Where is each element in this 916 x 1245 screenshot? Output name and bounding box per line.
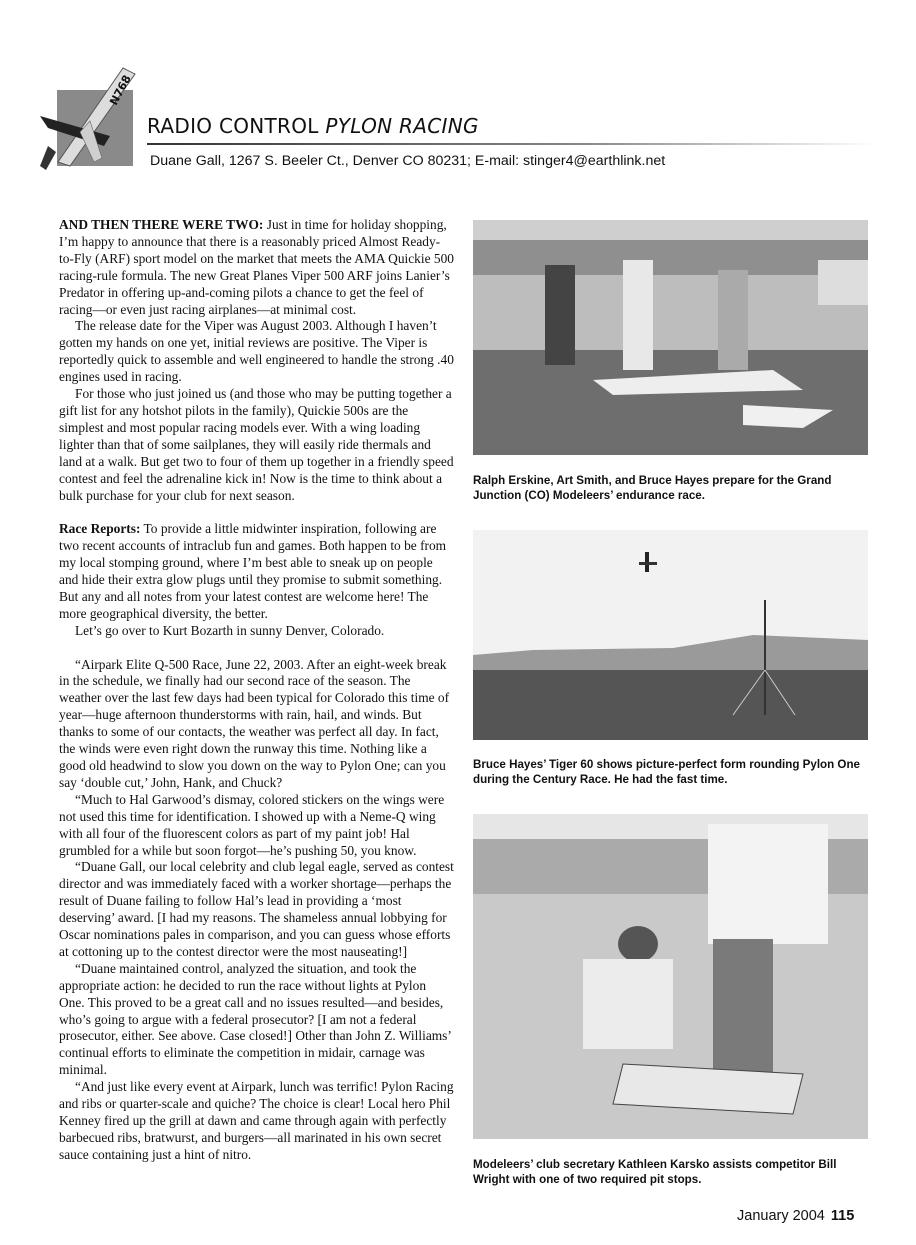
photo-caption: Modeleers’ club secretary Kathleen Karsko assists competitor Bill Wright with one of two required pit stops. <box>473 1158 837 1186</box>
photo-caption: Bruce Hayes’ Tiger 60 shows picture-perfect form rounding Pylon One during the Century Race. He had the fast time. <box>473 758 860 786</box>
paragraph-text: Just in time for holiday shopping, I’m happy to announce that there is a reasonably priced Almost Ready-to-Fly (ARF) sport model on the market that meets the AMA Quickie 500 racing-rule formula. The new Great Planes Viper 500 ARF joins Lanier’s Predator in offering up-and-coming pilots a chance to get the feel of racing—or even just racing airplanes—at minimal cost. <box>59 217 454 317</box>
section-lead: Race Reports: <box>59 521 141 537</box>
paragraph: “Airpark Elite Q-500 Race, June 22, 2003. After an eight-week break in the schedule, we finally had our second race of the season. The weather over the last few days had been typical for Colorado this time of year—huge afternoon thunderstorms with rain, hail, and winds. But thanks to some of our contacts, the weather was perfect all day. In fact, the winds were even right down the runway this time. Nothing like a good old headwind to slow you down on the way to Pylon One; can you say ‘double cut,’ John, Hank, and Chuck? <box>59 656 450 790</box>
paragraph <box>59 217 454 318</box>
photo-pilots-with-planes <box>473 220 868 455</box>
photo-caption: Ralph Erskine, Art Smith, and Bruce Hayes prepare for the Grand Junction (CO) Modeleers’ endurance race. <box>473 474 832 502</box>
page-footer <box>737 1208 854 1224</box>
paragraph: The release date for the Viper was August 2003. Although I haven’t gotten my hands on one yet, initial reviews are positive. The Viper is reportedly quick to assemble and well engineered to handle the strong .40 engines used in racing. <box>59 318 454 385</box>
paragraph: “Duane maintained control, analyzed the situation, and took the appropriate action: he decided to run the race without lights at Pylon One. This proved to be a great call and no issues resulted—and besides, who’s going to argue with a federal prosecutor? [I am not a federal prosecutor, either. See above. Case closed!] Other than John Z. Williams’ continual efforts to eliminate the competition in midair, carnage was minimal. <box>59 960 451 1078</box>
section-lead: AND THEN THERE WERE TWO: <box>59 217 264 232</box>
paragraph: “And just like every event at Airpark, lunch was terrific! Pylon Racing and ribs or quarter-scale and quiche? The choice is clear! Local hero Phil Kenney fired up the grill at dawn and came through again with perfectly barbecued ribs, bratwurst, and burgers—all marinated in his own secret sauce containing just a hint of nitro. <box>59 1079 454 1162</box>
column-title <box>147 114 479 138</box>
page-number: 115 <box>830 1208 855 1224</box>
photo-plane-rounding-pylon <box>473 530 868 740</box>
paragraph-text: To provide a little midwinter inspiration, following are two recent accounts of intraclub fun and games. Both happen to be from my local stomping ground, where I’m best able to sneak up on people and hide their extra glow plugs until they promise to submit something. But any and all notes from your latest contest are welcome here! The more geographical diversity, the better. <box>59 521 447 621</box>
airplane-logo <box>40 66 136 176</box>
paragraph: For those who just joined us (and those who may be putting together a gift list for any hotshot pilots in the family), Quickie 500s are the simplest and most popular racing models ever. With a wing loading lighter than that of some sailplanes, they will easily ride thermals and land at a walk. But get two to four of them up together in a friendly speed contest and feel the adrenaline kick in! Now is the time to think about a bulk purchase for your club for next season. <box>59 386 454 503</box>
article-body <box>59 217 454 1164</box>
author-byline: Duane Gall, 1267 S. Beeler Ct., Denver CO 80231; E-mail: stinger4@earthlink.net <box>150 153 666 169</box>
paragraph: Let’s go over to Kurt Bozarth in sunny Denver, Colorado. <box>75 622 385 638</box>
issue-date: January 2004 <box>737 1208 825 1224</box>
title-italic: PYLON RACING <box>325 114 479 138</box>
paragraph: “Duane Gall, our local celebrity and club legal eagle, served as contest director and was immediately faced with a worker shortage—perhaps the result of Duane failing to follow Hal’s lead in providing a ‘most deserving’ award. [I had my reasons. The shameless annual lobbying for Oscar nominations pales in comparison, and you can guess whose efforts at cottoning up to the contest director were the most nauseating!] <box>59 859 454 959</box>
paragraph <box>59 521 454 622</box>
title-plain: RADIO CONTROL <box>147 114 326 138</box>
paragraph: “Much to Hal Garwood’s dismay, colored stickers on the wings were not used this time for identification. I showed up with a Neme-Q wing with all four of the fluorescent colors as part of my paint job! Hal grumbled for a while but soon forgot—he’s pushing 50, you know. <box>59 791 445 858</box>
photo-pit-stop <box>473 814 868 1139</box>
title-rule <box>147 143 877 145</box>
svg-text:N768: N768 <box>107 72 134 108</box>
